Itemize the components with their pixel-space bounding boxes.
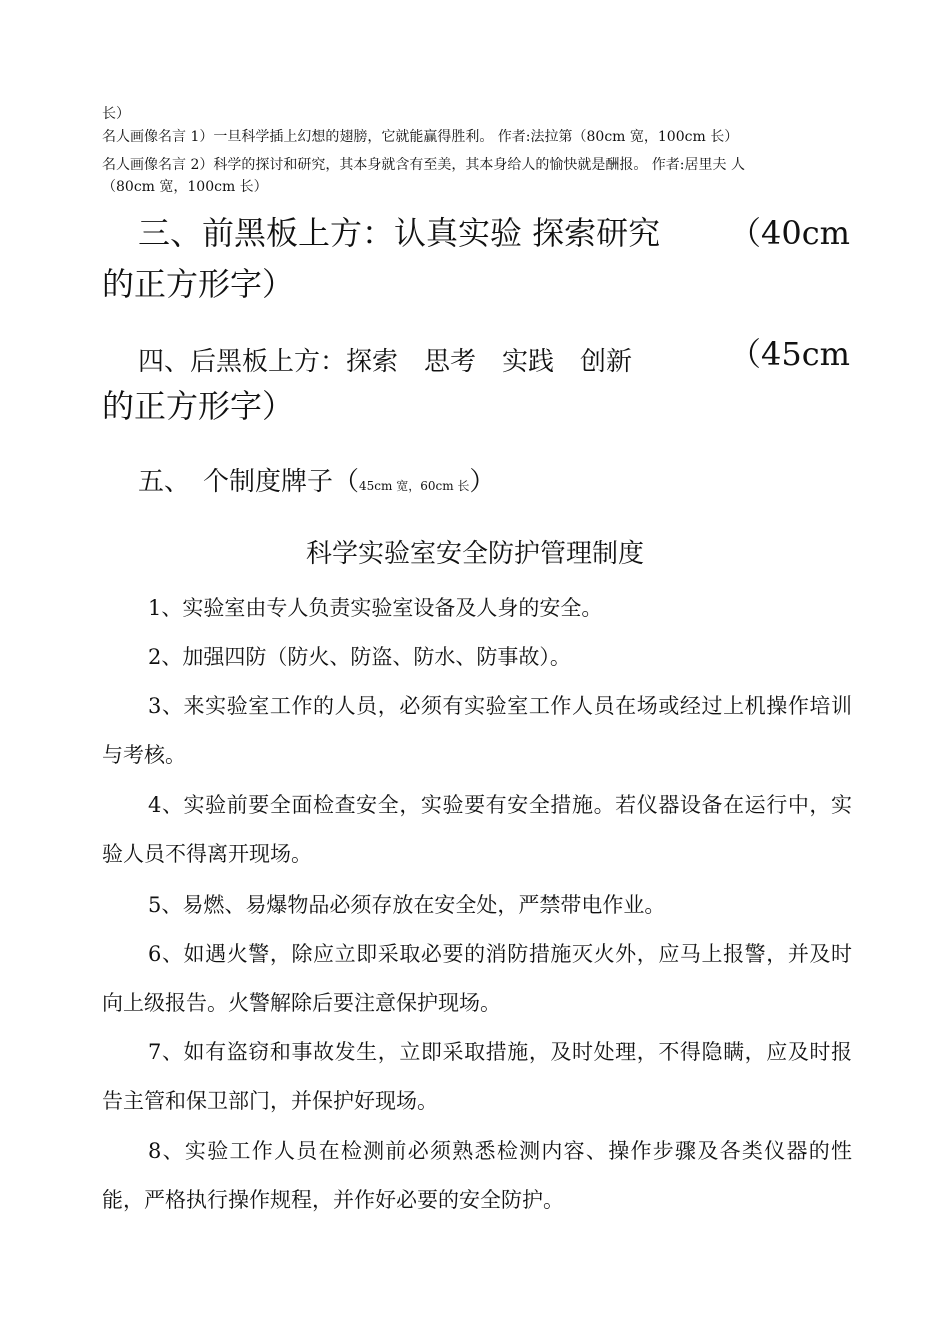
section-5-size-note: 45cm 宽，60cm 长 (359, 479, 470, 493)
section-5-heading (102, 458, 862, 510)
section-5-close: ） (469, 467, 496, 497)
section-3-text: 三、前黑板上方：认真实验 探索研究 (138, 214, 661, 252)
rule-item-7: 7、如有盗窃和事故发生，立即采取措施，及时处理，不得隐瞒，应及时报告主管和保卫部门，并保护好现场。 (102, 1040, 852, 1113)
rule-item-5: 5、易燃、易爆物品必须存放在安全处，严禁带电作业。 (148, 893, 666, 917)
header-note-line-1: 长） (102, 106, 130, 122)
rule-item-2: 2、加强四防（防火、防盗、防水、防事故）。 (148, 645, 571, 669)
header-note-line-4: （80cm 宽，100cm 长） (102, 179, 268, 195)
section-3-continuation: 的正方形字） (102, 265, 295, 303)
rule-item-4: 4、实验前要全面检查安全，实验要有安全措施。若仪器设备在运行中，实验人员不得离开现场。 (102, 793, 852, 866)
header-note-line-2: 名人画像名言 1）一旦科学插上幻想的翅膀，它就能赢得胜利。 作者:法拉第（80cm 宽，100cm 长） (102, 129, 739, 145)
section-3-size-note: （40cm (729, 214, 850, 252)
rule-item-6: 6、如遇火警，除应立即采取必要的消防措施灭火外，应马上报警，并及时向上级报告。火警解除后要注意保护现场。 (102, 942, 852, 1015)
rule-item-1: 1、实验室由专人负责实验室设备及人身的安全。 (148, 596, 603, 620)
rule-item-8: 8、实验工作人员在检测前必须熟悉检测内容、操作步骤及各类仪器的性能，严格执行操作规程，并作好必要的安全防护。 (102, 1139, 852, 1212)
section-4-size-note: （45cm (729, 335, 850, 373)
header-note-line-3: 名人画像名言 2）科学的探讨和研究，其本身就含有至美，其本身给人的愉快就是酬报。 作者:居里夫 人 (102, 157, 745, 173)
section-4-text: 四、后黑板上方：探索 思考 实践 创新 (138, 347, 633, 377)
section-4-continuation: 的正方形字） (102, 387, 295, 425)
rule-item-3: 3、来实验室工作的人员，必须有实验室工作人员在场或经过上机操作培训与考核。 (102, 694, 852, 767)
section-5-text: 五、 个制度牌子（ (138, 467, 360, 497)
document-title: 科学实验室安全防护管理制度 (305, 539, 644, 569)
